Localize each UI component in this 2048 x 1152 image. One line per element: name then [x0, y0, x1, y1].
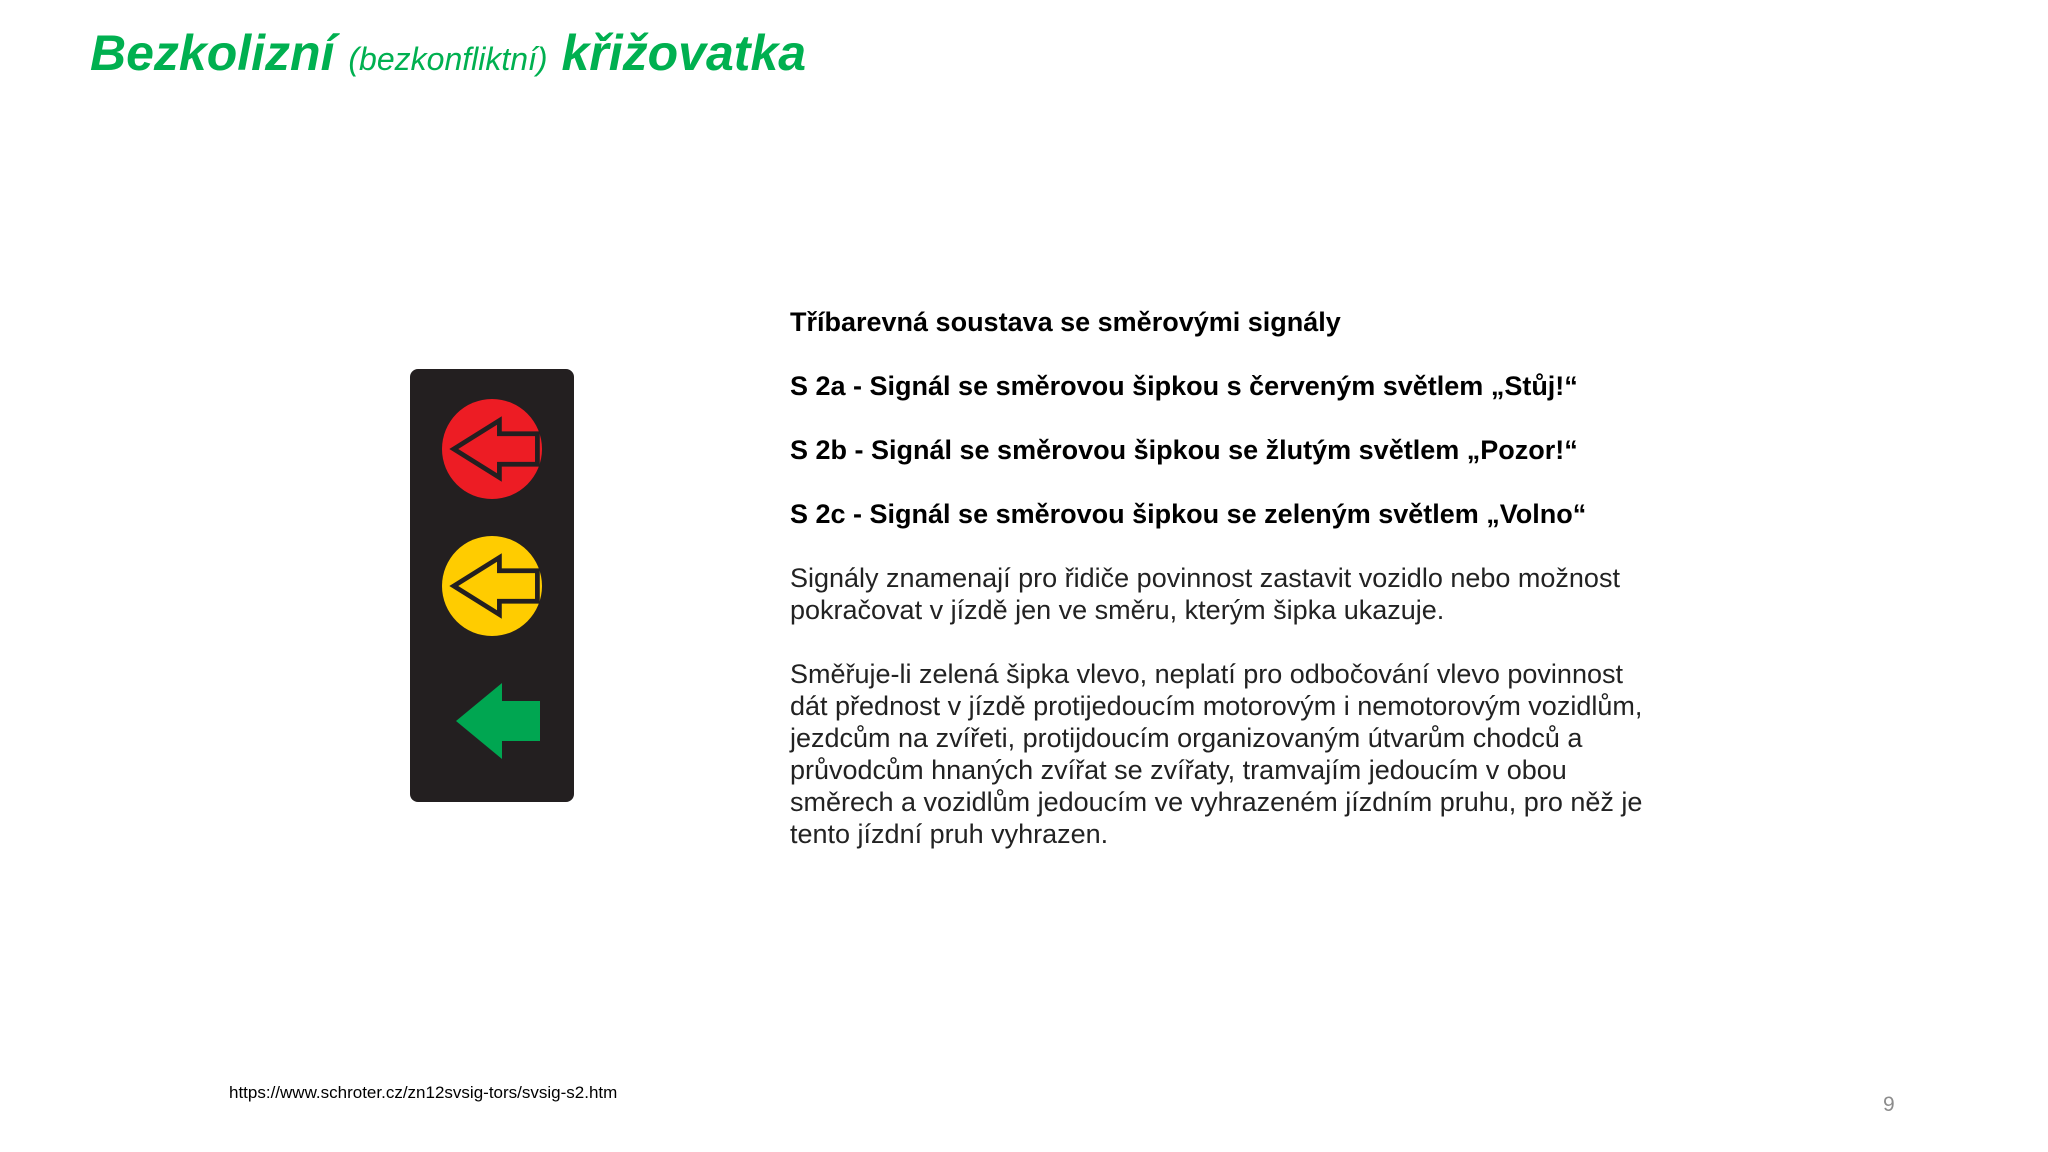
title-end: křižovatka	[561, 25, 807, 81]
signal-s2a: S 2a - Signál se směrovou šipkou s červeným světlem „Stůj!“	[790, 371, 1578, 401]
red-arrow-signal-icon	[442, 399, 542, 499]
green-arrow-signal-icon	[456, 683, 540, 759]
paragraph-line: pokračovat v jízdě jen ve směru, kterým šipka ukazuje.	[790, 595, 1445, 625]
paragraph-line: dát přednost v jízdě protijedoucím motorovým i nemotorovým vozidlům,	[790, 691, 1643, 721]
signal-s2c: S 2c - Signál se směrovou šipkou se zeleným světlem „Volno“	[790, 499, 1587, 529]
yellow-arrow-signal-icon	[442, 536, 542, 636]
paragraph-line: směrech a vozidlům jedoucím ve vyhrazeném jízdním pruhu, pro něž je	[790, 787, 1643, 817]
paragraph-line: průvodcům hnaných zvířat se zvířaty, tramvajím jedoucím v obou	[790, 755, 1567, 785]
traffic-light	[410, 369, 574, 802]
paragraph-line: jezdcům na zvířeti, protijdoucím organizovaným útvarům chodců a	[790, 723, 1583, 753]
title-subtitle: (bezkonfliktní)	[348, 41, 548, 77]
paragraph-meaning	[790, 562, 1670, 626]
title-main: Bezkolizní	[90, 25, 335, 81]
paragraph-left-turn	[790, 658, 1670, 850]
signal-s2b: S 2b - Signál se směrovou šipkou se žlutým světlem „Pozor!“	[790, 435, 1578, 465]
paragraph-line: Směřuje-li zelená šipka vlevo, neplatí pro odbočování vlevo povinnost	[790, 659, 1623, 689]
source-url[interactable]: https://www.schroter.cz/zn12svsig-tors/svsig-s2.htm	[229, 1083, 618, 1102]
paragraph-line: tento jízdní pruh vyhrazen.	[790, 819, 1109, 849]
signal-description	[790, 306, 1670, 882]
page-number: 9	[1883, 1093, 1895, 1116]
paragraph-line: Signály znamenají pro řidiče povinnost zastavit vozidlo nebo možnost	[790, 563, 1620, 593]
section-heading: Tříbarevná soustava se směrovými signály	[790, 307, 1341, 337]
slide-title	[90, 22, 806, 90]
